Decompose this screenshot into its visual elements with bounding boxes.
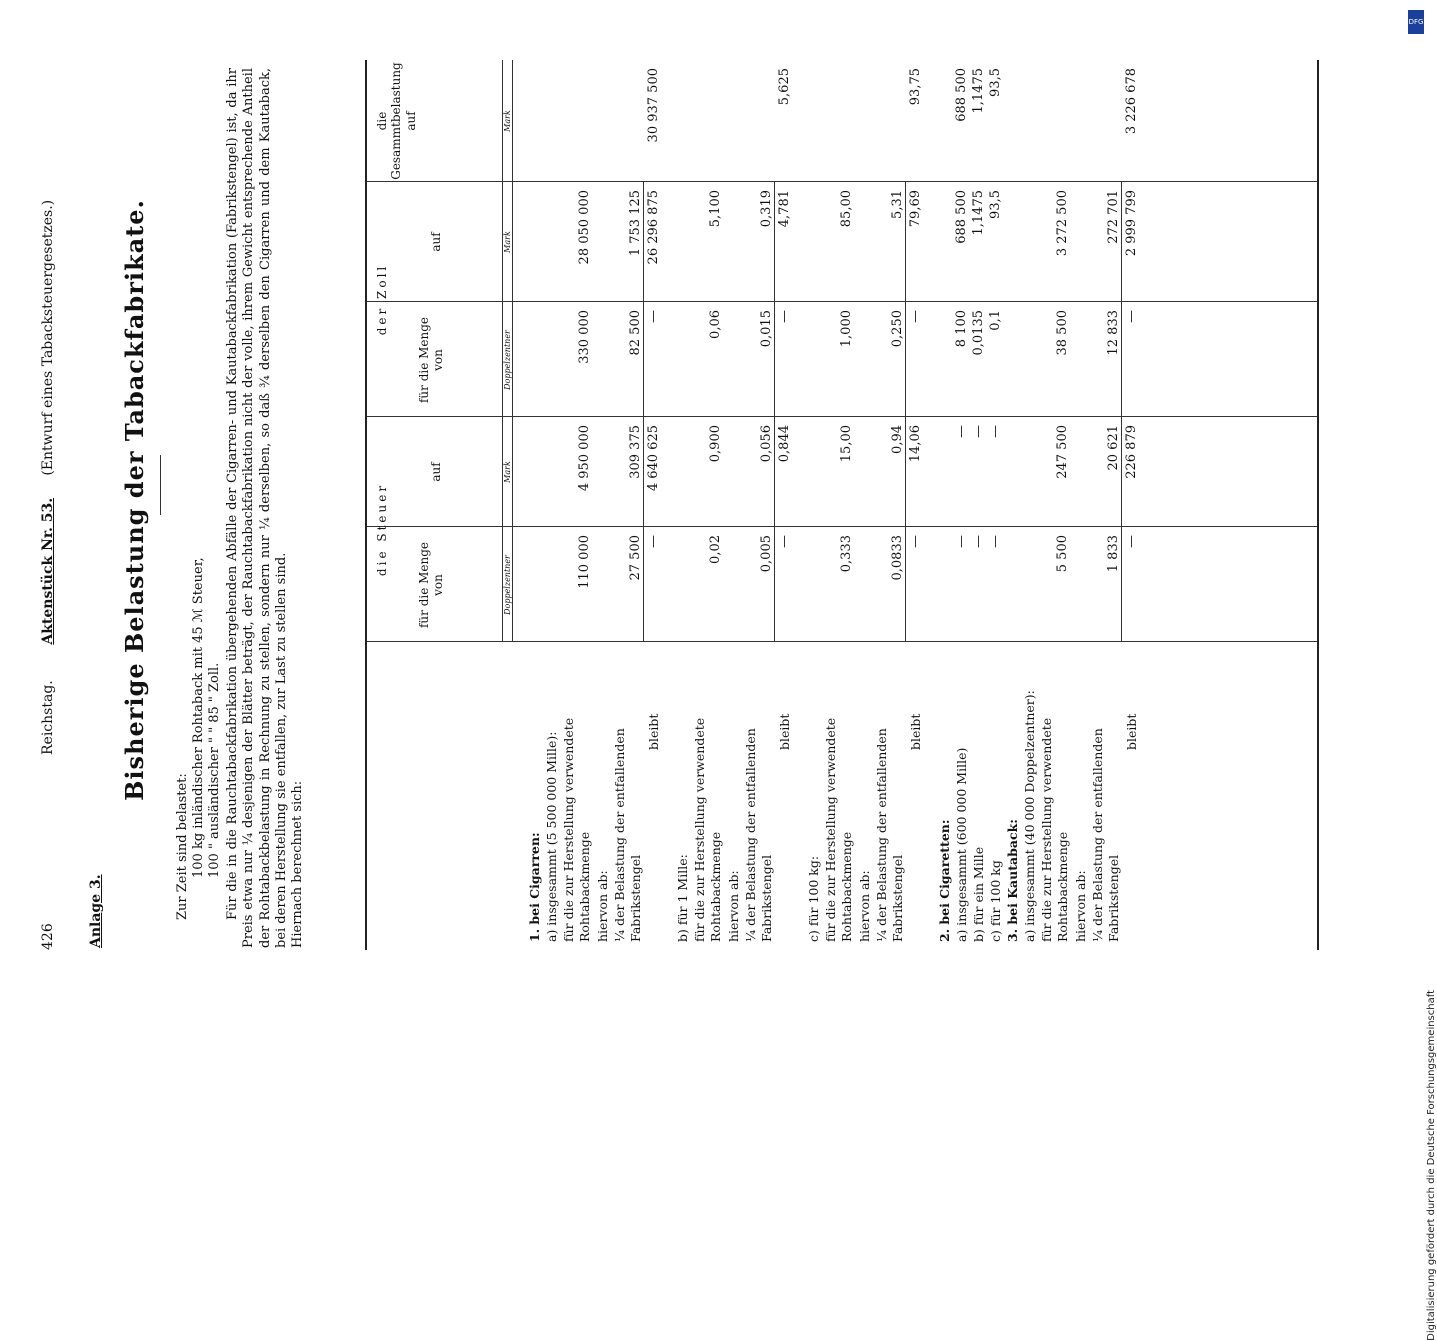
table-cell: 93,5: [988, 190, 1003, 219]
table-cell: —: [954, 425, 969, 438]
row-label: a) insgesammt (600 000 Mille): [954, 747, 969, 942]
col-header-zoll-menge: für die Menge von: [417, 316, 446, 404]
unit-mark: Mark: [503, 110, 512, 132]
table-cell: —: [1124, 535, 1139, 548]
table-cell: 82 500: [628, 310, 643, 356]
table-cell: 688 500: [954, 68, 969, 122]
table-cell: 79,69: [908, 190, 923, 228]
table-cell: —: [971, 425, 986, 438]
table-cell: 3 272 500: [1055, 190, 1070, 257]
table-cell: 0,056: [759, 425, 774, 463]
table-cell: —: [971, 535, 986, 548]
anlage-label: Anlage 3.: [88, 874, 104, 948]
table-cell: 4,781: [777, 190, 792, 228]
table-cell: 14,06: [908, 425, 923, 463]
table-cell: 4 640 625: [646, 425, 661, 492]
table-cell: —: [646, 535, 661, 548]
row-label: 2. bei Cigaretten:: [937, 819, 952, 942]
table-cell: 85,00: [839, 190, 854, 228]
row-label: b) für ein Mille: [971, 846, 986, 942]
col-header-zoll-auf: auf: [429, 232, 443, 252]
table-cell: —: [908, 310, 923, 323]
subtotal-rule: [905, 182, 906, 642]
group-header-zoll: der Zoll: [375, 263, 389, 336]
row-label: c) für 100 kg: [988, 860, 1003, 942]
table-cell: 0,333: [839, 535, 854, 573]
table-cell: 0,015: [759, 310, 774, 348]
table-cell: 688 500: [954, 190, 969, 244]
intro-text: [175, 48, 306, 948]
table-cell: 27 500: [628, 535, 643, 581]
row-label: hiervon ab:: [726, 870, 741, 942]
column-rule: [367, 641, 1317, 642]
table-cell: 1 753 125: [628, 190, 643, 257]
unit-mark: Mark: [503, 461, 512, 483]
table-cell: —: [646, 310, 661, 323]
table-cell: 3 226 678: [1124, 68, 1139, 135]
table-cell: 4 950 000: [577, 425, 592, 492]
table-cell: 0,94: [890, 425, 905, 454]
table-cell: 110 000: [577, 535, 592, 589]
table-cell: 1,1475: [971, 190, 986, 236]
row-label: a) insgesammt (5 500 000 Mille):: [544, 731, 559, 942]
table-cell: 1,000: [839, 310, 854, 348]
table-cell: —: [988, 425, 1003, 438]
table-cell: 1,1475: [971, 68, 986, 114]
table-cell: 8 100: [954, 310, 969, 348]
intro-line-3: 100 " ausländischer " " 85 " Zoll.: [207, 662, 222, 878]
intro-paragraph: Für die in die Rauchtabackfabrikation übergehenden Abfälle der Cigarren- und Kautabackfabrikation (Fabrikstengel) ist, da ihr Preis etwa nur ¼ desjenigen der Blätter beträgt, der Rauchtabackfabrikation nicht der volle, ihrem Gewicht entsprechende Antheil der Rohtabackbelastung in Rechnung zu stellen, sondern nur ¼ derselben, so daß ¾ derselben den Cigarren und dem Kautaback, bei deren Herstellung sie entfallen, zur Last zu stellen sind.: [225, 68, 289, 948]
burden-table: [365, 60, 1319, 950]
unit-dz: Doppelzentner: [503, 555, 512, 615]
group-header-total: die Gesammtbelastung auf: [375, 62, 418, 180]
table-cell: —: [988, 535, 1003, 548]
table-cell: 30 937 500: [646, 68, 661, 143]
table-cell: 12 833: [1106, 310, 1121, 356]
column-rule: [367, 526, 1317, 527]
row-label: ¼ der Belastung der entfallenden Fabrikstengel: [612, 728, 643, 942]
table-cell: 0,1: [988, 310, 1003, 331]
unit-mark: Mark: [503, 231, 512, 253]
table-cell: 0,250: [890, 310, 905, 348]
column-rule: [367, 416, 1317, 417]
page-heading: Bisherige Belastung der Tabackfabrikate.: [120, 199, 149, 801]
page-number: 426: [40, 923, 56, 950]
table-cell: 309 375: [628, 425, 643, 479]
table-cell: 5,31: [890, 190, 905, 219]
table-cell: 38 500: [1055, 310, 1070, 356]
unit-dz: Doppelzentner: [503, 330, 512, 390]
table-cell: 93,5: [988, 68, 1003, 97]
table-cell: —: [777, 310, 792, 323]
table-cell: 1 833: [1106, 535, 1121, 573]
row-label: ¼ der Belastung der entfallenden Fabrikstengel: [743, 728, 774, 942]
digitization-credit: Digitalisierung gefördert durch die Deutsche Forschungsgemeinschaft: [1426, 990, 1437, 1341]
table-cell: 226 879: [1124, 425, 1139, 479]
table-cell: —: [777, 535, 792, 548]
table-cell: 0,319: [759, 190, 774, 228]
intro-line-2: 100 kg inländischer Rohtaback mit 45 ℳ Steuer,: [191, 557, 206, 878]
table-cell: 26 296 875: [646, 190, 661, 265]
row-label: für die zur Herstellung verwendete Rohtabackmenge: [692, 717, 723, 942]
row-label: hiervon ab:: [857, 870, 872, 942]
table-cell: 0,844: [777, 425, 792, 463]
table-cell: 5,625: [777, 68, 792, 106]
row-label: a) insgesammt (40 000 Doppelzentner):: [1022, 690, 1037, 942]
table-cell: —: [1124, 310, 1139, 323]
table-cell: 28 050 000: [577, 190, 592, 265]
table-cell: 0,02: [708, 535, 723, 564]
row-label: für die zur Herstellung verwendete Rohtabackmenge: [1039, 717, 1070, 942]
dfg-logo: DFG: [1408, 10, 1424, 34]
row-label: 1. bei Cigarren:: [527, 832, 542, 942]
row-label: c) für 100 kg:: [806, 855, 821, 942]
row-label: für die zur Herstellung verwendete Rohtabackmenge: [561, 717, 592, 942]
table-cell: 0,005: [759, 535, 774, 573]
col-header-steuer-menge: für die Menge von: [417, 541, 446, 629]
header-title: [40, 200, 58, 755]
row-label: ¼ der Belastung der entfallenden Fabrikstengel: [874, 728, 905, 942]
col-header-steuer-auf: auf: [429, 462, 443, 482]
running-header: [40, 40, 62, 950]
table-cell: 330 000: [577, 310, 592, 364]
table-cell: 15,00: [839, 425, 854, 463]
row-label: hiervon ab:: [595, 870, 610, 942]
header-middle: Aktenstück Nr. 53.: [40, 497, 56, 645]
intro-line-1: Zur Zeit sind belastet:: [175, 773, 190, 920]
table-cell: 0,0833: [890, 535, 905, 581]
table-cell: —: [908, 535, 923, 548]
row-label: b) für 1 Mille:: [675, 854, 690, 942]
digitization-sidebar: [1402, 0, 1437, 1341]
row-label: bleibt: [777, 713, 792, 750]
row-label: ¼ der Belastung der entfallenden Fabrikstengel: [1090, 728, 1121, 942]
subtotal-rule: [643, 182, 644, 642]
row-label: 3. bei Kautaback:: [1005, 819, 1020, 942]
table-cell: 93,75: [908, 68, 923, 106]
group-header-steuer: die Steuer: [375, 482, 389, 577]
header-right: (Entwurf eines Tabacksteuergesetzes.): [40, 199, 56, 476]
table-cell: 2 999 799: [1124, 190, 1139, 257]
table-cell: 247 500: [1055, 425, 1070, 479]
table-cell: 272 701: [1106, 190, 1121, 244]
table-cell: 20 621: [1106, 425, 1121, 471]
column-rule: [367, 301, 1317, 302]
row-label: für die zur Herstellung verwendete Rohtabackmenge: [823, 717, 854, 942]
table-cell: 0,900: [708, 425, 723, 463]
column-rule: [367, 181, 1317, 182]
header-left: Reichstag.: [40, 680, 56, 755]
table-cell: 5 500: [1055, 535, 1070, 573]
subtotal-rule: [774, 182, 775, 642]
row-label: bleibt: [1124, 713, 1139, 750]
table-cell: —: [954, 535, 969, 548]
table-cell: 5,100: [708, 190, 723, 228]
heading-rule: [160, 455, 161, 515]
intro-closing: Hiernach berechnet sich:: [290, 780, 305, 948]
table-cell: 0,0135: [971, 310, 986, 356]
row-label: hiervon ab:: [1073, 870, 1088, 942]
table-cell: 0,06: [708, 310, 723, 339]
subtotal-rule: [1121, 182, 1122, 642]
row-label: bleibt: [908, 713, 923, 750]
row-label: bleibt: [646, 713, 661, 750]
